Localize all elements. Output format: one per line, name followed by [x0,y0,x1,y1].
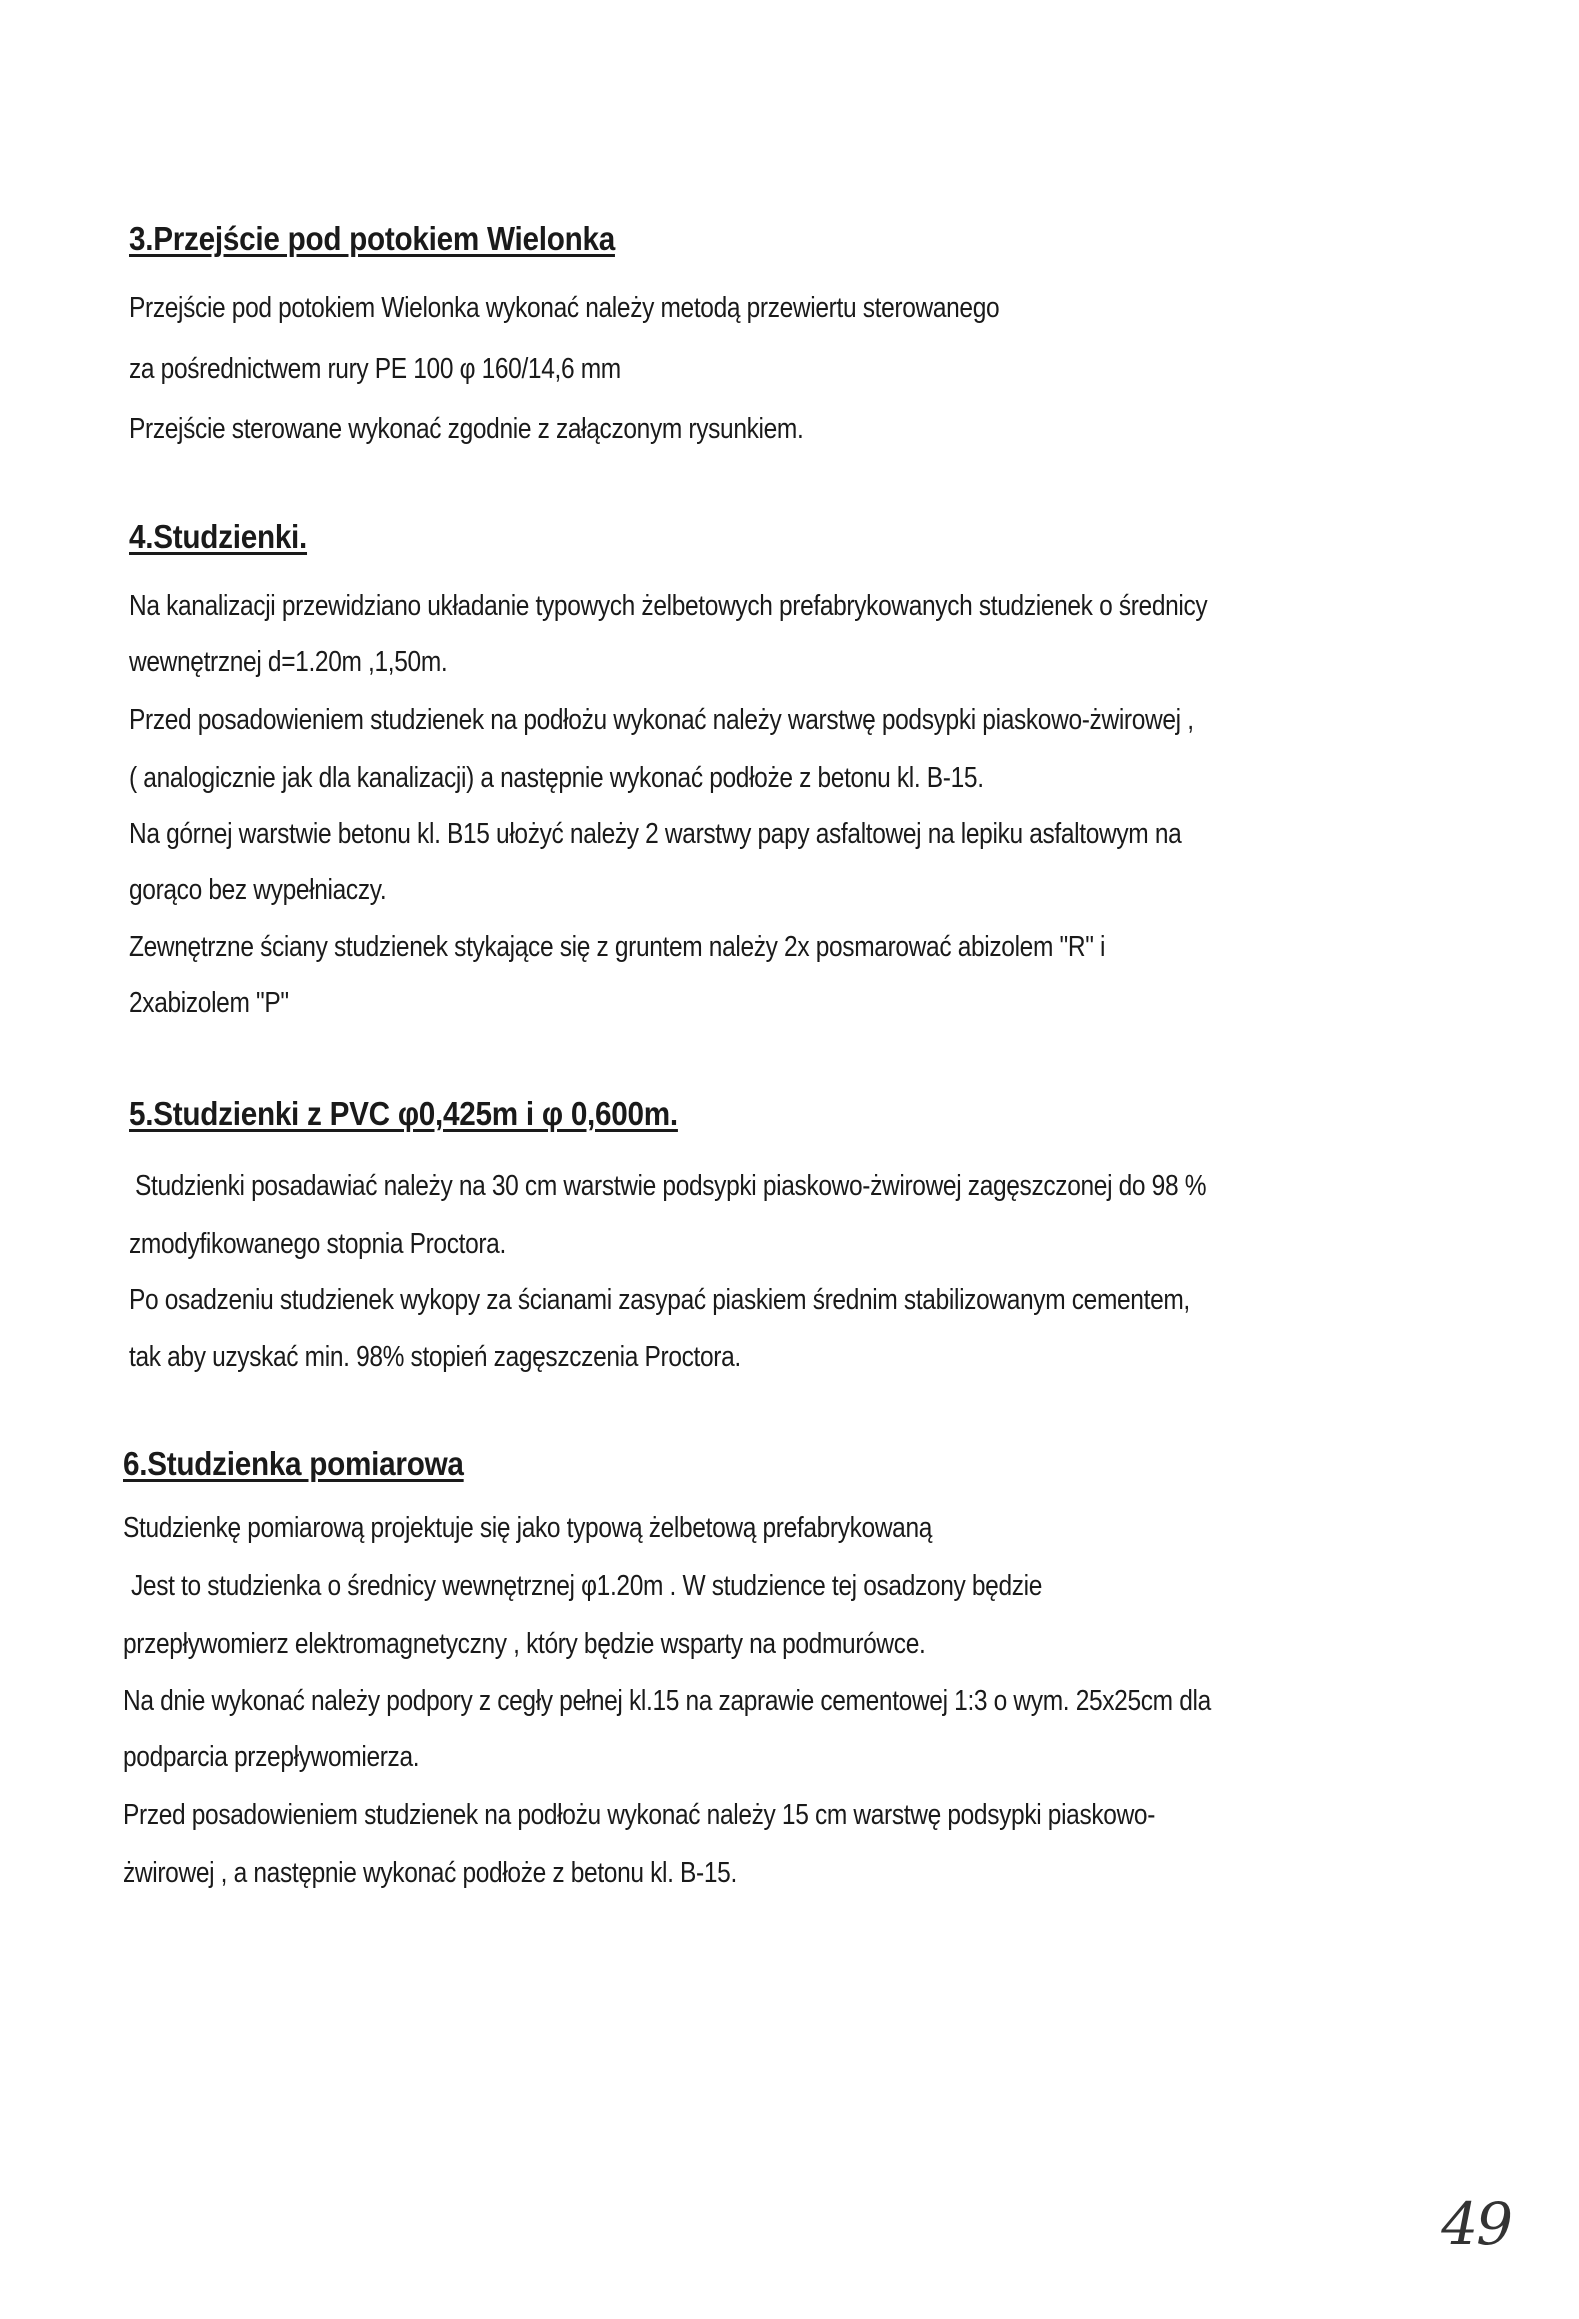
section-6-line-4: Na dnie wykonać należy podpory z cegły pełnej kl.15 na zaprawie cementowej 1:3 o wym. 25x25cm dla [123,1685,1211,1717]
section-6-line-2: Jest to studzienka o średnicy wewnętrznej φ1.20m . W studzience tej osadzony będzie [131,1570,1043,1602]
section-3-line-1: Przejście pod potokiem Wielonka wykonać należy metodą przewiertu sterowanego [129,292,1000,324]
section-5-line-3: Po osadzeniu studzienek wykopy za ścianami zasypać piaskiem średnim stabilizowanym cementem, [129,1284,1190,1316]
section-6-line-7: żwirowej , a następnie wykonać podłoże z betonu kl. B-15. [123,1857,737,1889]
section-4-line-6: gorąco bez wypełniaczy. [129,874,387,906]
section-4-line-3: Przed posadowieniem studzienek na podłożu wykonać należy warstwę podsypki piaskowo-żwirowej , [129,704,1194,736]
section-4-line-5: Na górnej warstwie betonu kl. B15 ułożyć należy 2 warstwy papy asfaltowej na lepiku asfaltowym na [129,818,1182,850]
section-3-heading: 3.Przejście pod potokiem Wielonka [129,220,615,257]
section-5-line-4: tak aby uzyskać min. 98% stopień zagęszczenia Proctora. [129,1341,741,1373]
section-4-line-1: Na kanalizacji przewidziano układanie typowych żelbetowych prefabrykowanych studzienek o średnicy [129,590,1208,622]
section-5-line-2: zmodyfikowanego stopnia Proctora. [129,1228,506,1260]
section-6-line-6: Przed posadowieniem studzienek na podłożu wykonać należy 15 cm warstwę podsypki piaskowo- [123,1799,1156,1831]
section-6-line-1: Studzienkę pomiarową projektuje się jako typową żelbetową prefabrykowaną [123,1512,933,1544]
section-4-line-4: ( analogicznie jak dla kanalizacji) a następnie wykonać podłoże z betonu kl. B-15. [129,762,984,794]
section-4-line-7: Zewnętrzne ściany studzienek stykające się z gruntem należy 2x posmarować abizolem "R" i [129,931,1106,963]
section-4-line-8: 2xabizolem "P" [129,987,289,1019]
section-4-heading: 4.Studzienki. [129,518,308,555]
page-number: 49 [1441,2190,1511,2258]
section-3-line-2: za pośrednictwem rury PE 100 φ 160/14,6 mm [129,353,621,385]
section-4-line-2: wewnętrznej d=1.20m ,1,50m. [129,646,448,678]
section-5-heading: 5.Studzienki z PVC φ0,425m i φ 0,600m. [129,1095,678,1132]
section-6-line-5: podparcia przepływomierza. [123,1741,420,1773]
section-6-line-3: przepływomierz elektromagnetyczny , który będzie wsparty na podmurówce. [123,1628,926,1660]
section-3-line-3: Przejście sterowane wykonać zgodnie z załączonym rysunkiem. [129,413,804,445]
section-6-heading: 6.Studzienka pomiarowa [123,1445,464,1482]
section-5-line-1: Studzienki posadawiać należy na 30 cm warstwie podsypki piaskowo-żwirowej zagęszczonej do 98 % [135,1170,1207,1202]
